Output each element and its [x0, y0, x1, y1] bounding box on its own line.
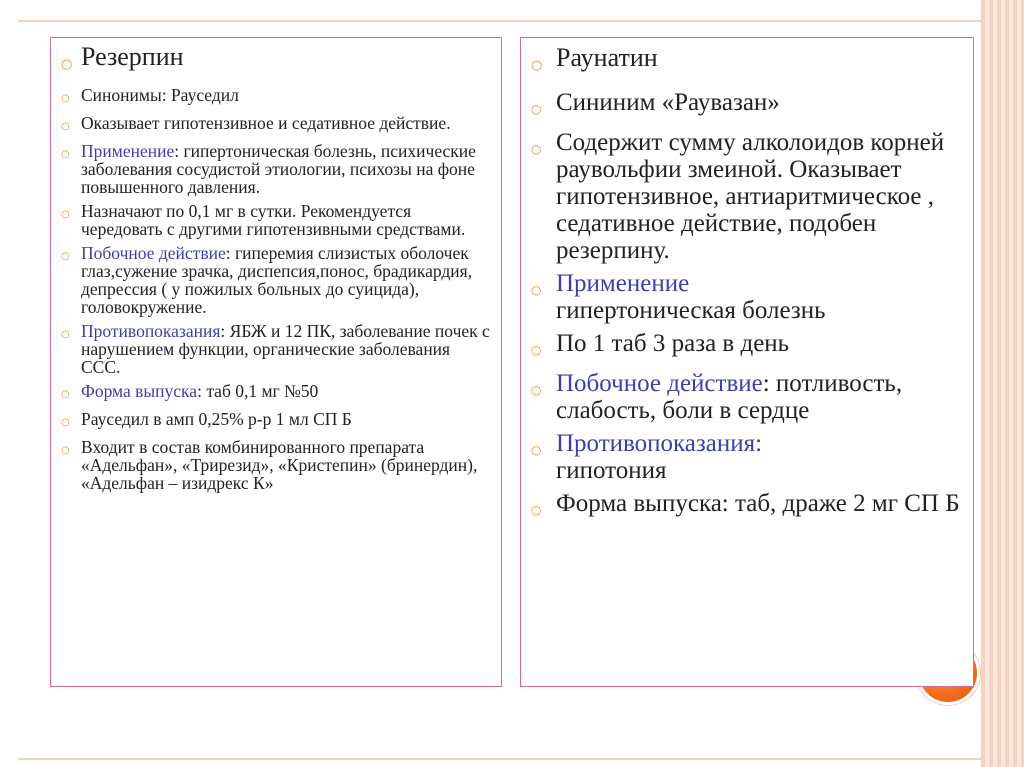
- right-item-side-effects: [531, 370, 963, 424]
- right-item-label: Побочное действие: [556, 370, 763, 397]
- left-item-text: Синонимы: Рауседил: [81, 85, 239, 105]
- left-item-label: Применение: [81, 141, 175, 161]
- right-item-text: Сининим «Раувазан»: [556, 89, 780, 116]
- left-item-text: Входит в состав комбинированного препарата «Адельфан», «Трирезид», «Кристепин» (бринердин), «Адельфан – изидрекс К»: [81, 437, 478, 493]
- right-item-dosage: [531, 330, 963, 364]
- bullet-ring-icon: ○: [61, 445, 70, 456]
- bullet-ring-icon: ○: [61, 57, 73, 72]
- left-item-dosage: [61, 202, 491, 238]
- bullet-ring-icon: ○: [531, 58, 543, 73]
- bullet-ring-icon: ○: [531, 503, 542, 517]
- bullet-ring-icon: ○: [531, 343, 542, 357]
- right-item-text: Содержит сумму алколоидов корней раувольфии змеиной. Оказывает гипотензивное, антиаритмическое , седативное действие, подобен резерпину.: [556, 129, 945, 264]
- bullet-ring-icon: ○: [61, 417, 70, 428]
- bullet-ring-icon: ○: [61, 329, 70, 340]
- right-item-composition: [531, 129, 963, 264]
- right-item-label: Применение: [556, 270, 690, 297]
- left-item-side-effects: [61, 244, 491, 316]
- left-item-usage: [61, 142, 491, 196]
- left-item-combination: [61, 438, 491, 492]
- left-item-body: [81, 142, 491, 196]
- right-item-label: Противопоказания:: [556, 430, 763, 457]
- bullet-ring-icon: ○: [531, 102, 542, 116]
- bullet-ring-icon: ○: [531, 283, 542, 297]
- right-item-text: Форма выпуска: таб, драже 2 мг СП Б: [556, 490, 960, 517]
- left-item-body: [81, 244, 491, 316]
- bullet-ring-icon: ○: [61, 389, 70, 400]
- left-item-label: Побочное действие: [81, 243, 226, 263]
- right-bullet-list: [521, 38, 973, 524]
- right-title-item: [531, 43, 963, 81]
- right-item-body: [556, 270, 963, 324]
- left-item-text: Назначают по 0,1 мг в сутки. Рекомендуется чередовать с другими гипотензивными средствами.: [81, 201, 466, 239]
- right-item-form: [531, 490, 963, 524]
- bullet-ring-icon: ○: [531, 383, 542, 397]
- bullet-ring-icon: ○: [61, 149, 70, 160]
- right-item-text: : потливость, слабость, боли в сердце: [556, 370, 903, 424]
- right-item-body: [556, 430, 963, 484]
- left-item-body: [81, 322, 491, 376]
- left-item-contraindications: [61, 322, 491, 376]
- left-title: Резерпин: [81, 42, 184, 71]
- left-item-synonyms: [61, 86, 491, 108]
- left-item-text: : ЯБЖ и 12 ПК, заболевание почек с нарушением функции, органические заболевания ССС.: [81, 321, 490, 377]
- left-item-action: [61, 114, 491, 136]
- right-item-text: гипотония: [556, 457, 667, 484]
- right-item-text: По 1 таб 3 раза в день: [556, 330, 790, 357]
- left-bullet-list: [51, 38, 501, 492]
- right-item-text: гипертоническая болезнь: [556, 297, 826, 324]
- bullet-ring-icon: ○: [61, 121, 70, 132]
- left-item-text: : таб 0,1 мг №50: [197, 381, 319, 401]
- bullet-ring-icon: ○: [531, 443, 542, 457]
- decorative-stripes: [981, 0, 1024, 767]
- right-title: Раунатин: [556, 43, 658, 72]
- left-panel-reserpine: [50, 37, 502, 687]
- bullet-ring-icon: ○: [531, 142, 542, 156]
- bottom-divider: [18, 758, 981, 760]
- left-item-label: Противопоказания: [81, 321, 221, 341]
- left-item-text: : гипертоническая болезнь, психические заболевания сосудистой этиологии, психозы на фоне повышенного давления.: [81, 141, 476, 197]
- right-item-contraindications: [531, 430, 963, 484]
- bullet-ring-icon: ○: [61, 209, 70, 220]
- right-panel-raunatin: [520, 37, 974, 687]
- left-item-ampoule: [61, 410, 491, 432]
- left-item-label: Форма выпуска: [81, 381, 198, 401]
- bullet-ring-icon: ○: [61, 251, 70, 262]
- right-item-usage: [531, 270, 963, 324]
- right-item-body: [556, 370, 963, 424]
- top-divider: [18, 20, 981, 22]
- left-item-text: : гиперемия слизистых оболочек глаз,сужение зрачка, диспепсия,понос, брадикардия, депрессия ( у пожилых больных до суицида), головокружение.: [81, 243, 473, 317]
- left-item-body: [81, 382, 491, 400]
- left-item-text: Рауседил в амп 0,25% р-р 1 мл СП Б: [81, 409, 352, 429]
- left-item-text: Оказывает гипотензивное и седативное действие.: [81, 113, 451, 133]
- left-title-item: [61, 42, 491, 80]
- left-item-form: [61, 382, 491, 404]
- right-item-synonym: [531, 89, 963, 123]
- bullet-ring-icon: ○: [61, 93, 70, 104]
